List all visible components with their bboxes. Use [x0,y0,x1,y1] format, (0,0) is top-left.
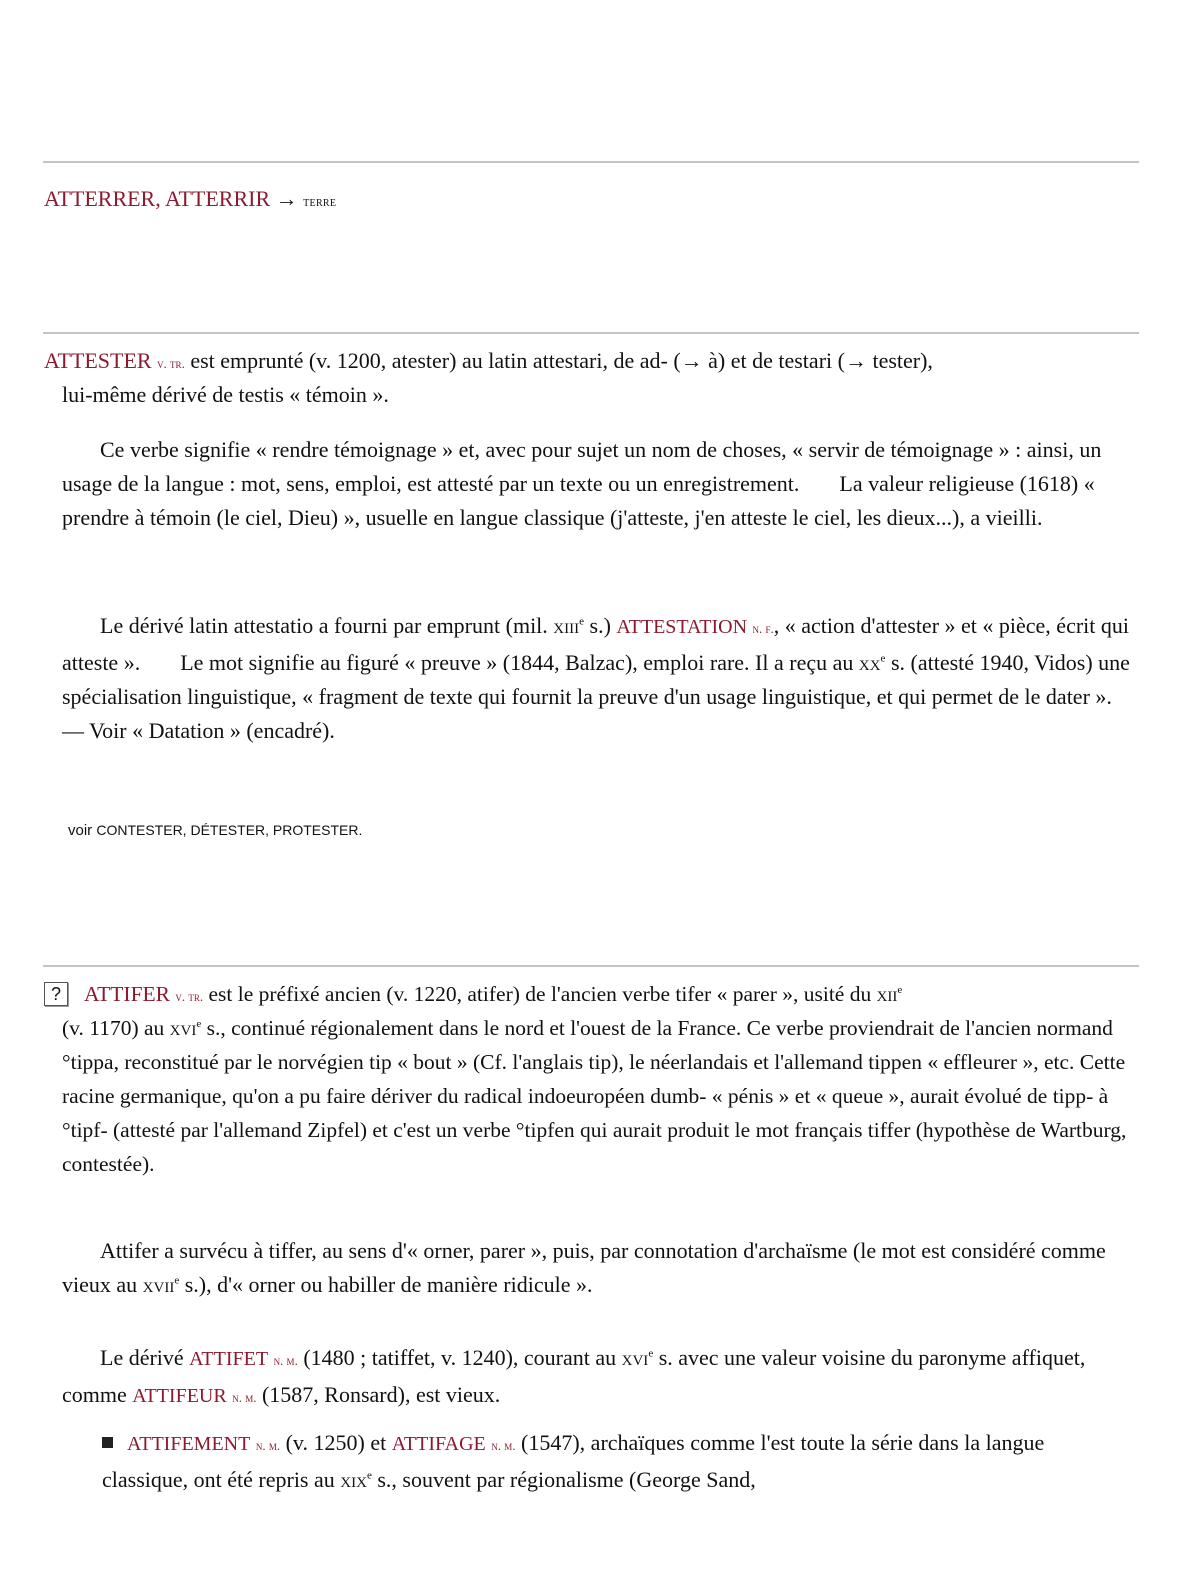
paragraph-text: s.), d'« orner ou habiller de manière ridicule ». [184,1272,593,1297]
century: xx [858,650,881,675]
etymology-text: lui-même dérivé de testis « témoin ». [62,382,389,407]
entry-attifer [44,977,1144,1014]
derived-word: ATTIFEUR [132,1385,227,1407]
paragraph-text: Le dérivé latin attestatio a fourni par emprunt (mil. [100,613,548,638]
paragraph-text: s., souvent par régionalisme (George Sand, [377,1467,756,1492]
paragraph-meaning [62,1234,1132,1302]
paragraph-text: (1547), archaïques comme l'est toute la série dans la langue classique, ont été repris au [102,1430,1045,1492]
paragraph-text: (1587, Ronsard), est vieux. [261,1382,501,1407]
grammar-label: v. tr. [157,356,185,371]
headword: ATTESTER [44,348,152,373]
century: xix [340,1467,367,1492]
see-also-label: voir [68,822,93,839]
century: xvi [169,1016,197,1040]
superscript: e [174,1274,180,1287]
derived-word: ATTIFAGE [391,1433,486,1455]
arrow-icon: → [275,186,298,211]
headword: ATTIFER [84,982,170,1006]
paragraph-text: (1480 ; tatiffet, v. 1240), courant au [303,1345,617,1370]
century: xvi [621,1345,649,1370]
etymology-continuation [62,1011,1132,1181]
grammar-label: v. tr. [175,989,204,1004]
grammar-label: n. m. [255,1438,281,1453]
century: xii [876,982,898,1006]
superscript: e [366,1469,372,1482]
uncertain-etymology-icon[interactable]: ? [44,982,68,1006]
paragraph-text: (v. 1250) et [285,1430,387,1455]
divider [43,332,1139,334]
paragraph-derived [62,1341,1132,1415]
etymology-text: s., continué régionalement dans le nord et l'ouest de la France. Ce verbe proviendrait de l'ancien normand °tippa, reconstitué par le norvégien tip « bout » (Cf. l'anglais tip), le néerlandais et l'allemand tippen « effleurer », etc. Cette racine germanique, qu'on a pu faire dériver du radical indoeuropéen dumb- « pénis » et « queue », aurait évolué de tipp- à °tipf- (attesté par l'allemand Zipfel) et c'est un verbe °tipfen qui aurait produit le mot français tiffer (hypothèse de Wartburg, contestée). [62,1016,1127,1176]
entry-attester [44,344,1154,381]
derived-word: ATTESTATION [616,616,748,638]
grammar-label: n. m. [491,1438,516,1453]
paragraph-text: s.) [589,613,611,638]
etymology-text: est emprunté (v. 1200, atester) au latin attestari, de ad- (→ à) et de testari (→ tester), [190,348,933,373]
superscript: e [648,1347,654,1360]
century: xvii [142,1272,175,1297]
superscript: e [196,1017,202,1030]
bullet-paragraph [102,1426,1132,1497]
derived-word: ATTIFET [189,1348,269,1370]
cross-reference-link[interactable]: terre [303,195,337,210]
century: xiii [553,613,580,638]
etymology-text: (v. 1170) au [62,1016,165,1040]
paragraph-text: s. avec une valeur voisine du paronyme affiquet, comme [62,1345,1086,1407]
superscript: e [880,652,886,665]
paragraph-text: La valeur religieuse (1618) « prendre à témoin (le ciel, Dieu) », usuelle en langue classique (j'atteste, j'en atteste le ciel, les dieux...), a vieilli. [62,471,1095,530]
etymology-continuation [62,378,1132,412]
entry-atterrer [44,182,336,220]
paragraph-text: s. (attesté 1940, Vidos) une spécialisation linguistique, « fragment de texte qui fournit la preuve d'un usage linguistique, et qui permet de le dater ». — Voir « Datation » (encadré). [62,650,1130,743]
paragraph-derived [62,609,1132,748]
grammar-label: n. f. [752,621,774,636]
grammar-label: n. m. [273,1353,298,1368]
divider [43,965,1139,967]
see-also [68,822,362,839]
superscript: e [897,983,903,996]
derived-word: ATTIFEMENT [127,1433,251,1455]
headword: ATTERRER, ATTERRIR [44,186,271,211]
paragraph-text: Attifer a survécu à tiffer, au sens d'« orner, parer », puis, par connotation d'archaïsme (le mot est considéré comme vieux au [62,1238,1106,1297]
bullet-icon [102,1437,113,1448]
see-also-links[interactable]: CONTESTER, DÉTESTER, PROTESTER. [96,822,363,838]
paragraph-text: Le mot signifie au figuré « preuve » (1844, Balzac), emploi rare. Il a reçu au [180,650,854,675]
paragraph-text: Le dérivé [100,1345,184,1370]
paragraph-meaning [62,433,1132,535]
divider [43,161,1139,163]
etymology-text: est le préfixé ancien (v. 1220, atifer) de l'ancien verbe tifer « parer », usité du [208,982,872,1006]
grammar-label: n. m. [232,1390,257,1405]
paragraph-text: Ce verbe signifie « rendre témoignage » et, avec pour sujet un nom de choses, « servir de témoignage » : ainsi, un usage de la langue : mot, sens, emploi, est attesté par un texte ou un enregistrement. [62,437,1102,496]
superscript: e [579,615,585,628]
paragraph-text: , « action d'attester » et « pièce, écrit qui atteste ». [62,613,1129,675]
